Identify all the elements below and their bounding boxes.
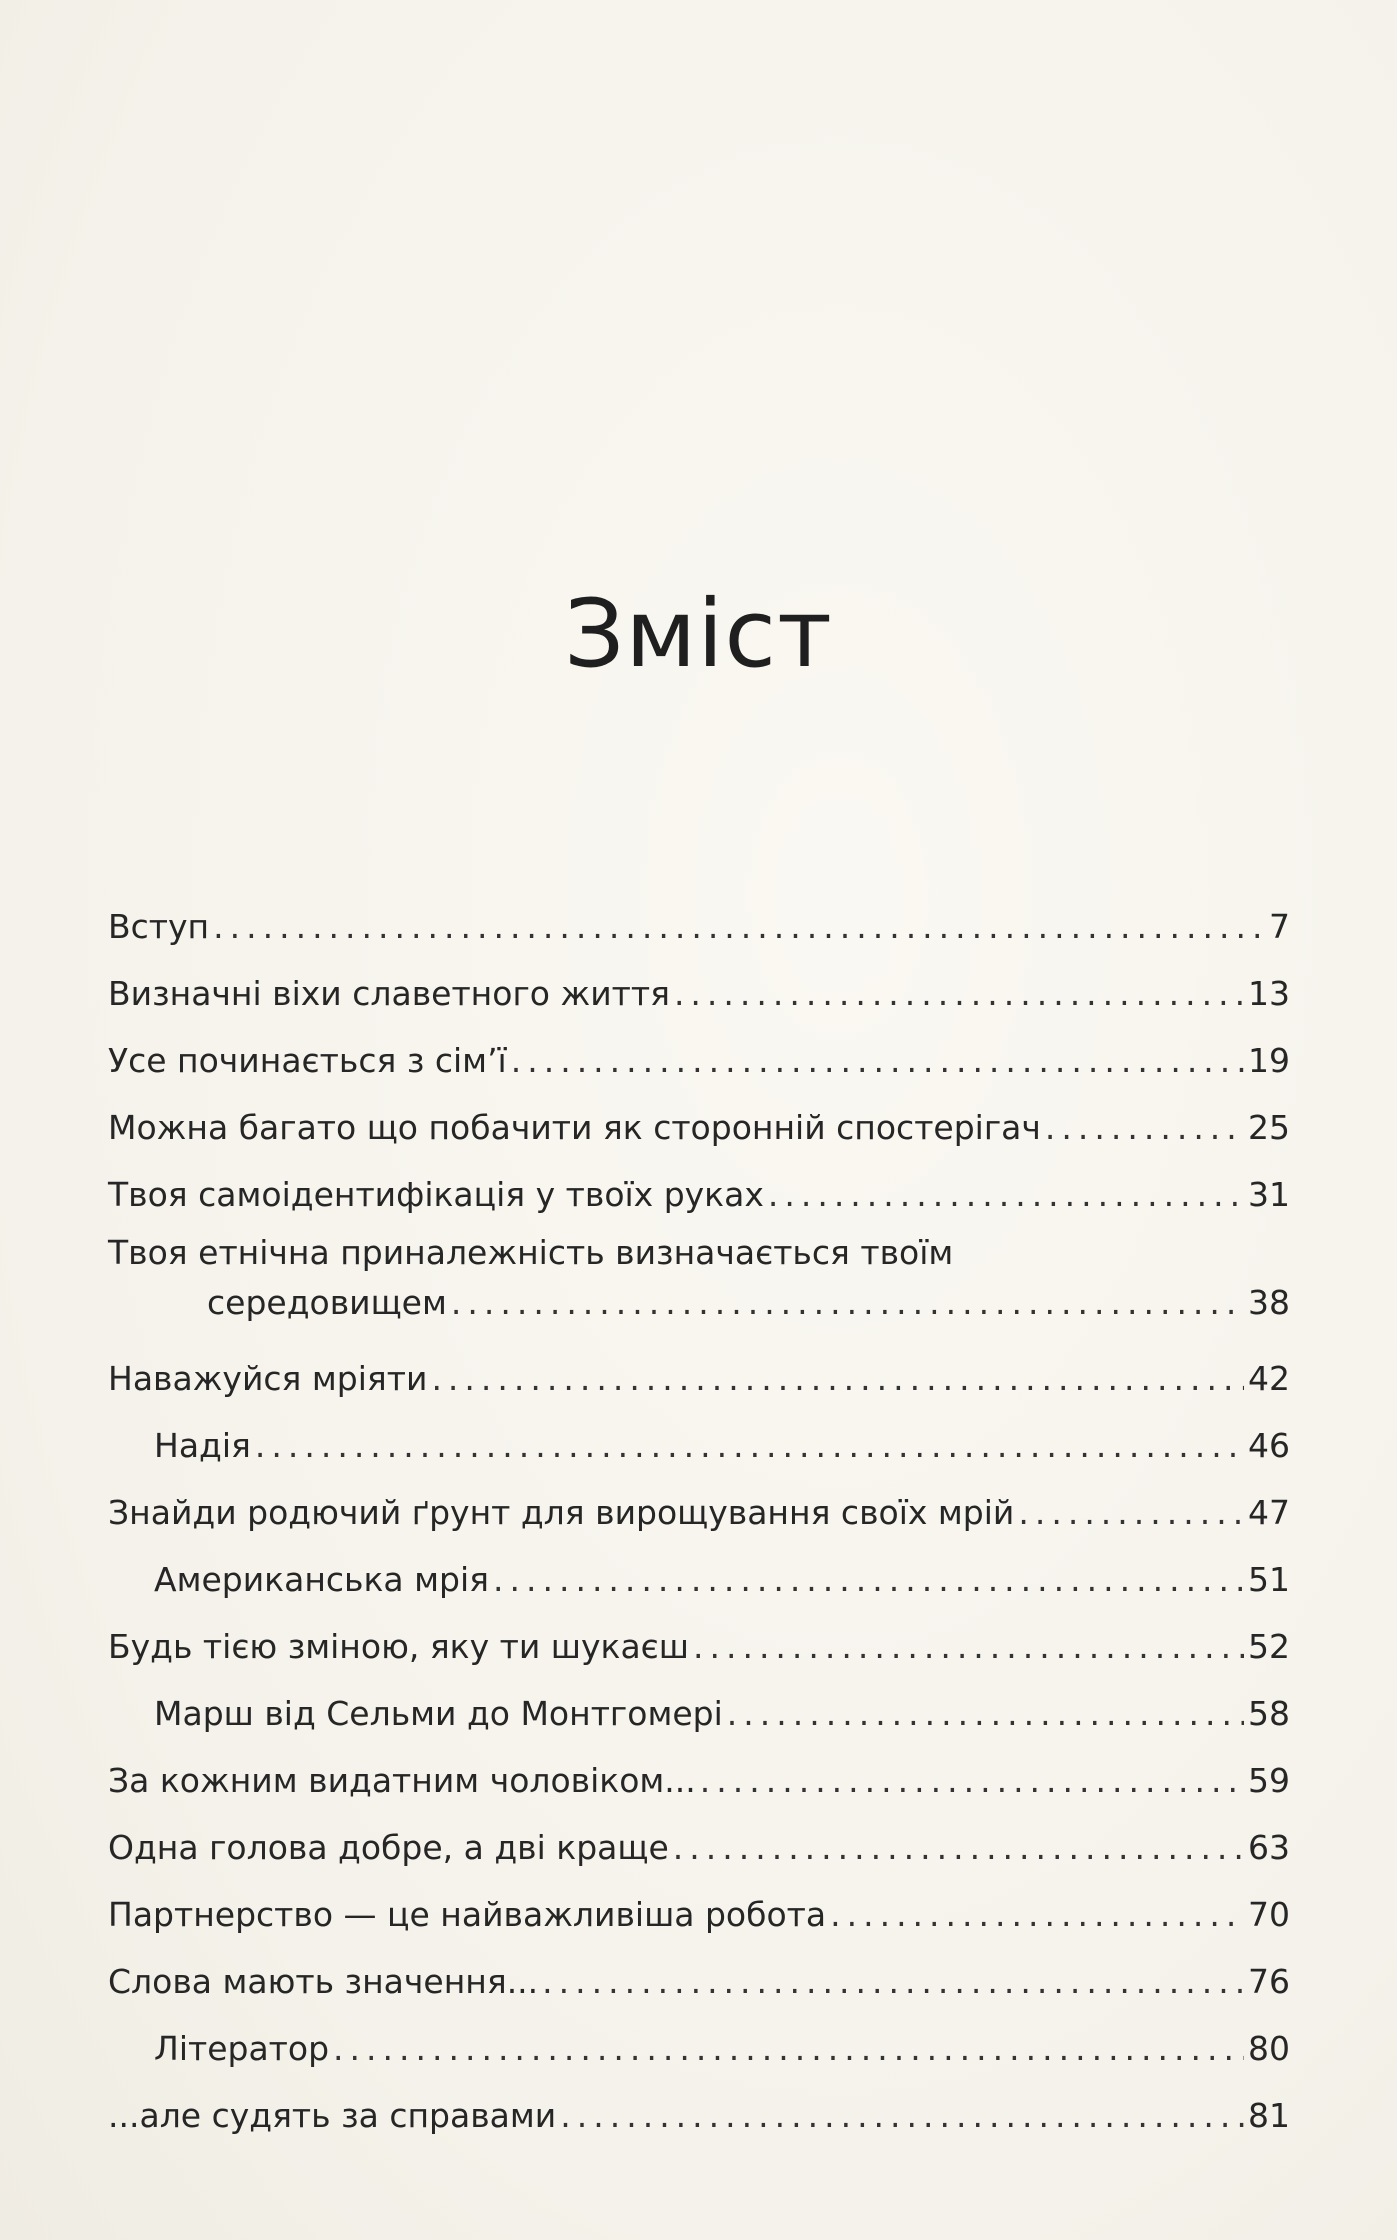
- toc-entry-label: Американська мрія: [154, 1560, 489, 1599]
- toc-entry-page: 76: [1248, 1962, 1290, 2001]
- toc-entry: [108, 1220, 1290, 1337]
- toc-entry-label: Визначні віхи славетного життя: [108, 974, 670, 1013]
- toc-entry: [108, 1086, 1290, 1153]
- toc-entry: [108, 1739, 1290, 1806]
- dot-leader: [333, 2024, 1244, 2074]
- toc-entry: [108, 1605, 1290, 1672]
- toc-entry-page: 70: [1248, 1895, 1290, 1934]
- dot-leader: [431, 1354, 1244, 1404]
- dot-leader: [693, 1622, 1244, 1672]
- toc-entry: [108, 1471, 1290, 1538]
- toc-entry: [108, 2074, 1290, 2141]
- toc-entry-label: За кожним видатним чоловіком...: [108, 1761, 696, 1800]
- toc-entry-label: Одна голова добре, а дві краще: [108, 1828, 669, 1867]
- dot-leader: [673, 1823, 1244, 1873]
- toc-entry-label: Вступ: [108, 907, 210, 946]
- toc-entry: [108, 1806, 1290, 1873]
- dot-leader: [727, 1689, 1244, 1739]
- toc-entry-page: 31: [1248, 1175, 1290, 1214]
- toc-entry-label: Твоя самоідентифікація у твоїх руках: [108, 1175, 764, 1214]
- dot-leader: [1018, 1488, 1244, 1538]
- dot-leader: [255, 1421, 1244, 1471]
- toc-entry-label: Знайди родючий ґрунт для вирощування своїх мрій: [108, 1493, 1015, 1532]
- dot-leader: [674, 969, 1244, 1019]
- toc-entry-label: Марш від Сельми до Монтгомері: [154, 1694, 723, 1733]
- toc-entry-label: Слова мають значення...: [108, 1962, 539, 2001]
- toc-entry-continuation: [108, 1278, 1290, 1328]
- dot-leader: [1045, 1103, 1244, 1153]
- dot-leader: [768, 1170, 1244, 1220]
- dot-leader: [700, 1756, 1244, 1806]
- toc-entry-page: 80: [1248, 2029, 1290, 2068]
- toc-entry-page: 52: [1248, 1627, 1290, 1666]
- table-of-contents: [108, 885, 1290, 2141]
- toc-entry: [108, 1019, 1290, 1086]
- toc-entry-label-continued: середовищем: [207, 1283, 447, 1322]
- toc-entry: [108, 885, 1290, 952]
- toc-entry-page: 51: [1248, 1560, 1290, 1599]
- toc-subentry: [108, 1404, 1290, 1471]
- toc-entry-label: Надія: [154, 1426, 251, 1465]
- toc-entry: [108, 1940, 1290, 2007]
- toc-entry: [108, 952, 1290, 1019]
- dot-leader: [542, 1957, 1244, 2007]
- toc-entry-page: 59: [1248, 1761, 1290, 1800]
- toc-entry-label: Партнерство — це найважливіша робота: [108, 1895, 827, 1934]
- toc-entry-page: 38: [1248, 1283, 1290, 1322]
- page-title: Зміст: [564, 580, 833, 689]
- dot-leader: [213, 902, 1265, 952]
- toc-entry-page: 42: [1248, 1359, 1290, 1398]
- toc-entry-page: 13: [1248, 974, 1290, 1013]
- dot-leader: [493, 1555, 1244, 1605]
- toc-entry-label: Будь тією зміною, яку ти шукаєш: [108, 1627, 689, 1666]
- dot-leader: [830, 1890, 1244, 1940]
- toc-entry-page: 19: [1248, 1041, 1290, 1080]
- dot-leader: [451, 1278, 1244, 1328]
- toc-entry-page: 25: [1248, 1108, 1290, 1147]
- dot-leader: [511, 1036, 1244, 1086]
- toc-entry-label: Можна багато що побачити як сторонній спостерігач: [108, 1108, 1041, 1147]
- toc-subentry: [108, 1672, 1290, 1739]
- toc-subentry: [108, 2007, 1290, 2074]
- toc-entry-page: 46: [1248, 1426, 1290, 1465]
- toc-entry-label: Літератор: [154, 2029, 330, 2068]
- toc-entry-page: 7: [1269, 907, 1290, 946]
- toc-entry: [108, 1337, 1290, 1404]
- toc-entry-page: 58: [1248, 1694, 1290, 1733]
- toc-entry-page: 81: [1248, 2096, 1290, 2135]
- toc-entry-label: Наважуйся мріяти: [108, 1359, 428, 1398]
- toc-entry-label: ...але судять за справами: [108, 2096, 557, 2135]
- dot-leader: [560, 2091, 1244, 2141]
- toc-subentry: [108, 1538, 1290, 1605]
- toc-entry-label: Твоя етнічна приналежність визначається твоїм: [108, 1233, 954, 1272]
- toc-entry-label: Усе починається з сім’ї: [108, 1041, 507, 1080]
- toc-entry: [108, 1153, 1290, 1220]
- toc-entry-page: 63: [1248, 1828, 1290, 1867]
- toc-entry: [108, 1873, 1290, 1940]
- toc-entry-page: 47: [1248, 1493, 1290, 1532]
